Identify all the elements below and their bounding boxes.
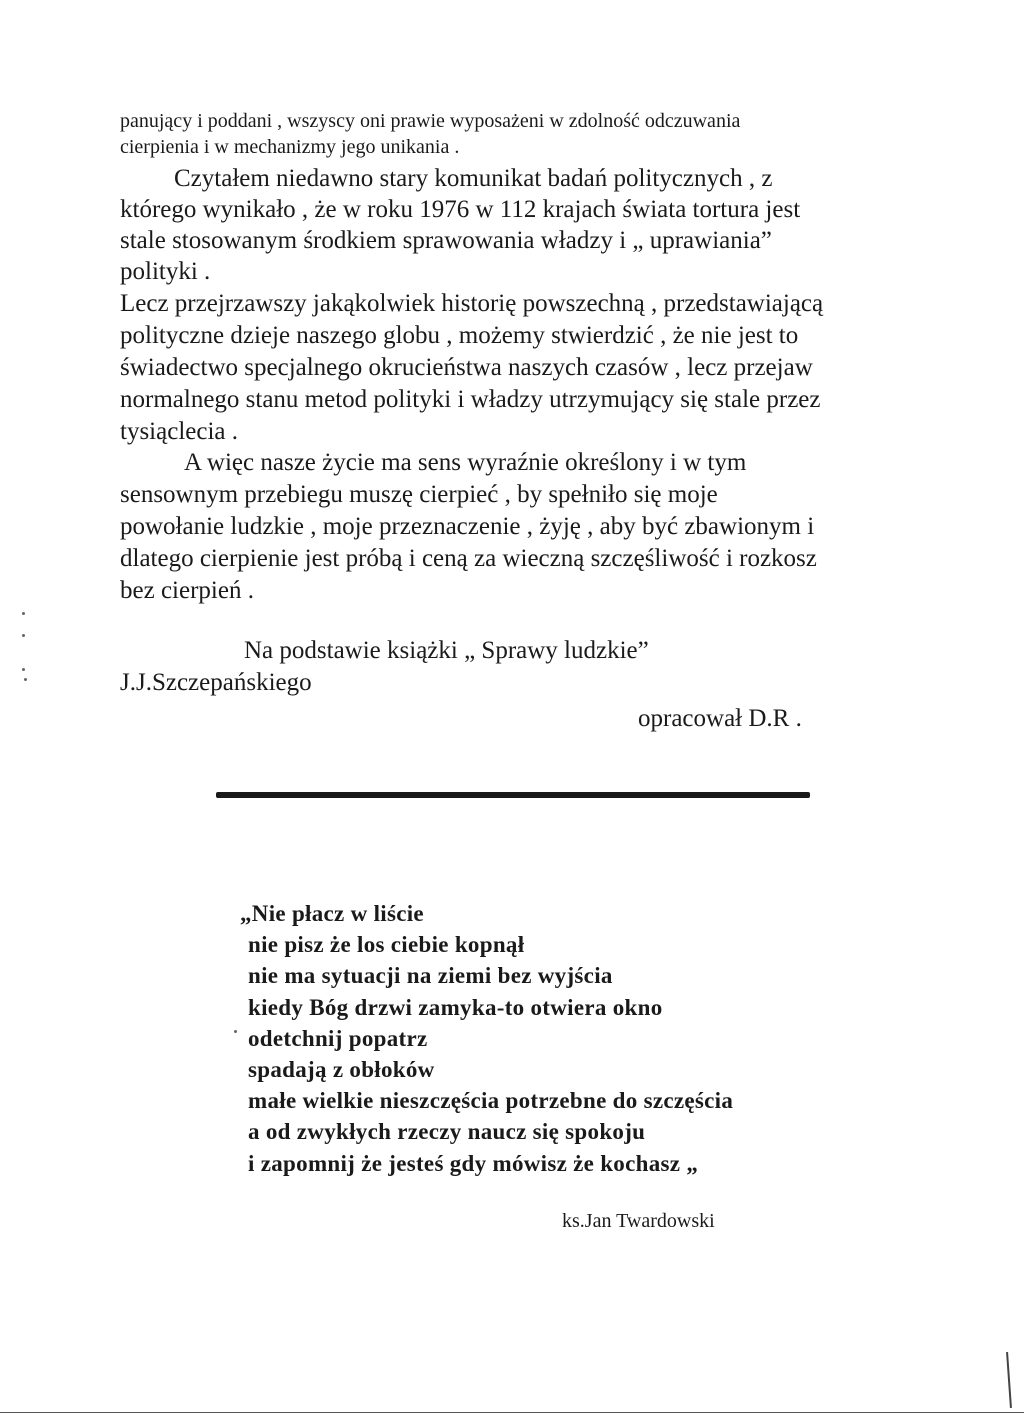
prose-line: tysiąclecia .	[120, 418, 238, 445]
source-line: Na podstawie książki „ Sprawy ludzkie”	[244, 637, 649, 664]
prose-line: cierpienia i w mechanizmy jego unikania .	[120, 136, 460, 158]
poem-line: a od zwykłych rzeczy naucz się spokoju	[248, 1119, 646, 1144]
prose-line: polityczne dzieje naszego globu , możemy stwierdzić , że nie jest to	[120, 322, 799, 349]
scan-page-edge	[0, 1412, 1024, 1413]
poem-line: odetchnij popatrz	[248, 1026, 428, 1051]
scan-edge-mark	[1006, 1352, 1012, 1408]
poem-line: „Nie płacz w liście	[240, 901, 424, 926]
prose-line: świadectwo specjalnego okrucieństwa naszych czasów , lecz przejaw	[120, 354, 813, 381]
scan-speck	[24, 678, 27, 681]
poem-line: spadają z obłoków	[248, 1057, 435, 1082]
scan-speck	[22, 668, 25, 671]
poem-line: i zapomnij że jesteś gdy mówisz że kochasz „	[248, 1151, 699, 1176]
scan-speck	[22, 612, 25, 615]
scan-speck	[22, 634, 25, 637]
poem-line: kiedy Bóg drzwi zamyka-to otwiera okno	[248, 995, 663, 1020]
poem-line: nie ma sytuacji na ziemi bez wyjścia	[248, 963, 613, 988]
prose-line: polityki .	[120, 258, 211, 285]
prose-line: normalnego stanu metod polityki i władzy utrzymujący się stale przez	[120, 386, 821, 413]
poem-line: nie pisz że los ciebie kopnął	[248, 932, 525, 957]
source-author: J.J.Szczepańskiego	[120, 669, 312, 696]
prose-line: sensownym przebiegu muszę cierpieć , by spełniło się moje	[120, 481, 718, 508]
prose-line: Czytałem niedawno stary komunikat badań politycznych , z	[174, 165, 773, 192]
section-divider	[216, 792, 810, 798]
poem-author: ks.Jan Twardowski	[562, 1210, 715, 1232]
scan-speck	[234, 1030, 237, 1033]
prose-line: którego wynikało , że w roku 1976 w 112 krajach świata tortura jest	[120, 196, 801, 223]
prose-line: Lecz przejrzawszy jakąkolwiek historię powszechną , przedstawiającą	[120, 290, 824, 317]
prose-line: powołanie ludzkie , moje przeznaczenie , żyję , aby być zbawionym i	[120, 513, 815, 540]
prose-line: panujący i poddani , wszyscy oni prawie wyposażeni w zdolność odczuwania	[120, 110, 741, 132]
poem-line: małe wielkie nieszczęścia potrzebne do szczęścia	[248, 1088, 734, 1113]
prose-line: A więc nasze życie ma sens wyraźnie określony i w tym	[184, 449, 747, 476]
prose-line: dlatego cierpienie jest próbą i ceną za wieczną szczęśliwość i rozkosz	[120, 545, 817, 572]
prose-line: bez cierpień .	[120, 577, 254, 604]
prose-line: stale stosowanym środkiem sprawowania władzy i „ uprawiania”	[120, 227, 772, 254]
editor-credit: opracował D.R .	[638, 705, 802, 732]
